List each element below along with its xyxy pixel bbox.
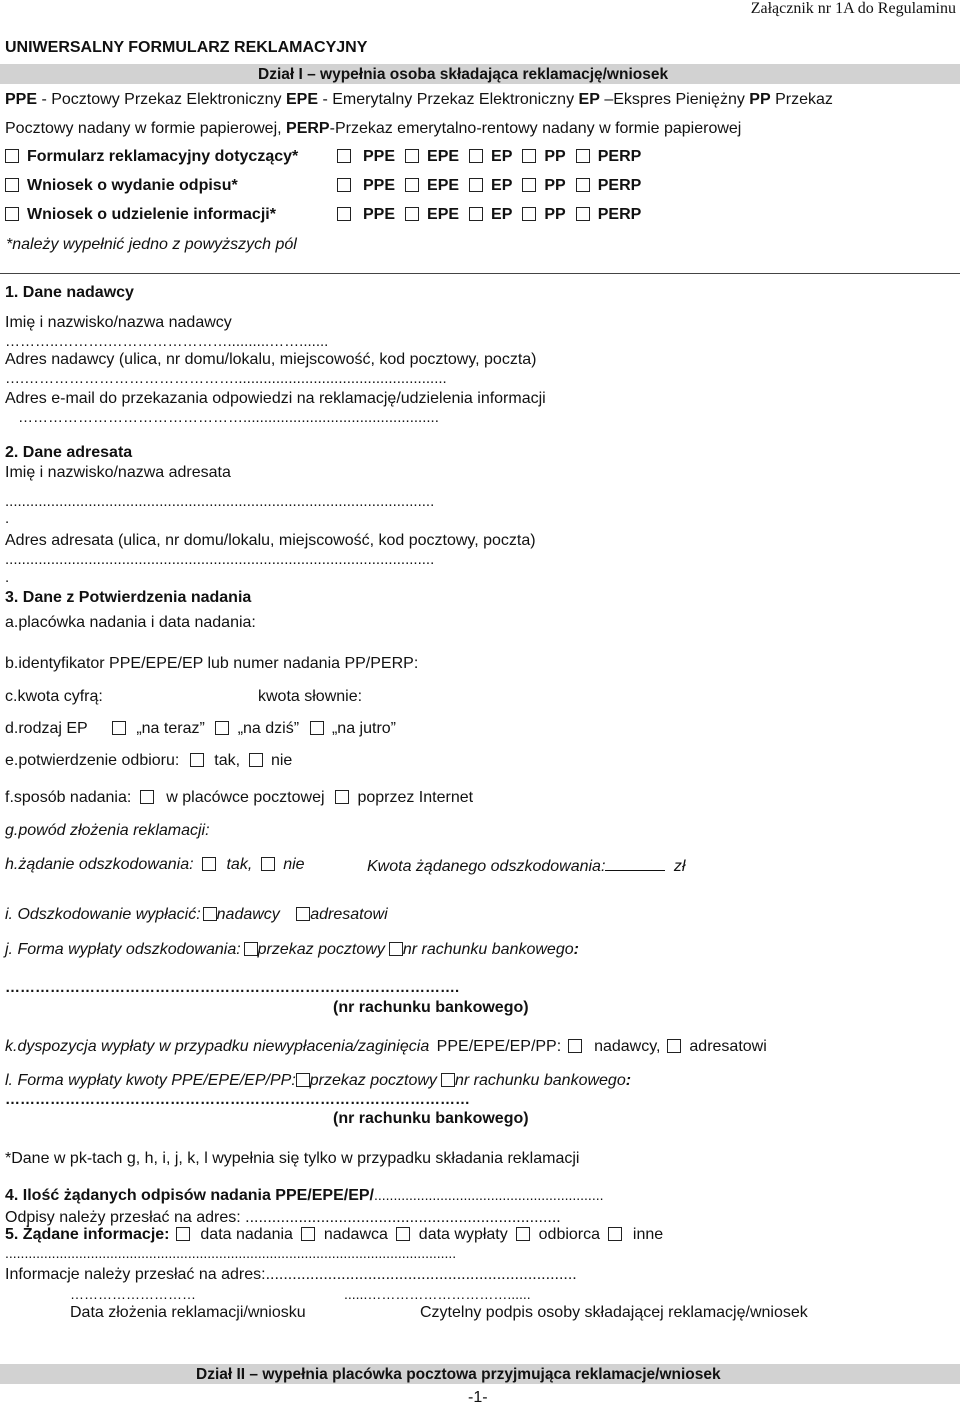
ep-desc: –Ekspres Pieniężny <box>599 91 750 108</box>
ep-today-checkbox[interactable] <box>215 721 229 735</box>
amount-postal-label: przekaz pocztowy <box>309 1072 437 1089</box>
bank-account-caption: (nr rachunku bankowego) <box>333 999 529 1016</box>
epe-desc: - Emerytalny Przekaz Elektroniczny <box>318 91 579 108</box>
disposition-label: k.dyspozycja wypłaty w przypadku niewypłacenia/zaginięcia <box>5 1038 430 1055</box>
posting-method-label: f.sposób nadania: <box>5 789 132 806</box>
copy-request-epe-checkbox[interactable] <box>405 178 419 192</box>
info-request-ep-checkbox[interactable] <box>469 207 483 221</box>
info-request-perp-checkbox[interactable] <box>576 207 590 221</box>
payout-postal-label: przekaz pocztowy <box>257 941 385 958</box>
payout-form-label: j. Forma wypłaty odszkodowania: <box>5 941 241 958</box>
page-number: -1- <box>468 1389 488 1406</box>
compensation-label: h.żądanie odszkodowania: <box>5 856 194 873</box>
amount-bank-checkbox[interactable] <box>441 1073 455 1087</box>
posting-office-checkbox[interactable] <box>140 790 154 804</box>
ep-type-label: d.rodzaj EP <box>5 720 88 737</box>
epe-abbr: EPE <box>285 91 318 108</box>
request-copy-request-checkbox[interactable] <box>5 178 19 192</box>
copy-request-ppe-label: PPE <box>363 177 396 194</box>
payout-postal-checkbox[interactable] <box>244 942 258 956</box>
complaint-pp-label: PP <box>544 148 566 165</box>
ep-tomorrow-label: „na jutro” <box>331 720 396 737</box>
info-recipient-label: odbiorca <box>538 1226 601 1243</box>
complaint-ppe-label: PPE <box>363 148 396 165</box>
sender-email-field[interactable]: ………………………………………............................................... <box>18 409 439 426</box>
ppe-desc: - Pocztowy Przekaz Elektroniczny <box>37 91 286 108</box>
request-row-copy-request <box>5 177 238 195</box>
amount-bank-label: nr rachunku bankowego <box>454 1072 626 1089</box>
confirmation-heading: 3. Dane z Potwierdzenia nadania <box>5 589 252 606</box>
complaint-pp-checkbox[interactable] <box>522 149 536 163</box>
sender-address-field[interactable]: ….……………………………………................................................... <box>5 370 447 387</box>
payout-bank-checkbox[interactable] <box>389 942 403 956</box>
perp-desc: -Przekaz emerytalno-rentowy nadany w formie papierowej <box>329 120 742 137</box>
signature-label: Czytelny podpis osoby składającej reklamację/wniosek <box>420 1304 808 1321</box>
compensation-row <box>5 856 305 874</box>
request-row-complaint <box>5 148 298 166</box>
pp-abbr: PP <box>749 91 771 108</box>
divider <box>0 273 960 274</box>
disposition-addressee-checkbox[interactable] <box>667 1039 681 1053</box>
sender-email-label: Adres e-mail do przekazania odpowiedzi na reklamację/udzielenia informacji <box>5 390 546 407</box>
ep-now-label: „na teraz” <box>136 720 205 737</box>
recipient-address-label: Adres adresata (ulica, nr domu/lokalu, miejscowość, kod pocztowy, poczta) <box>5 532 536 549</box>
requested-info-field[interactable]: .................................................................................................................... <box>5 1245 457 1261</box>
pp-desc: Przekaz <box>770 91 833 108</box>
intro-line-2 <box>5 120 741 138</box>
info-request-perp-label: PERP <box>597 206 642 223</box>
bank-account-field[interactable]: ………………………………………………………………………………. <box>5 979 460 996</box>
payout-form-row <box>5 941 579 959</box>
compensation-no-label: nie <box>283 856 305 873</box>
info-other-label: inne <box>632 1226 664 1243</box>
copy-request-perp-label: PERP <box>597 177 642 194</box>
info-request-ppe-checkbox[interactable] <box>337 207 351 221</box>
info-payout-date-checkbox[interactable] <box>396 1227 410 1241</box>
request-complaint-label: Formularz reklamacyjny dotyczący* <box>27 148 299 165</box>
info-payout-date-label: data wypłaty <box>418 1226 508 1243</box>
complaint-epe-checkbox[interactable] <box>405 149 419 163</box>
service-options-info-request <box>337 206 651 224</box>
complaint-ep-label: EP <box>491 148 513 165</box>
info-request-pp-label: PP <box>544 206 566 223</box>
section2-header: Dział II – wypełnia placówka pocztowa przyjmująca reklamacje/wniosek <box>196 1366 721 1383</box>
info-request-pp-checkbox[interactable] <box>522 207 536 221</box>
section1-header: Dział I – wypełnia osoba składająca reklamację/wniosek <box>258 66 669 83</box>
payout-recipient-row <box>5 906 388 924</box>
recipient-address-dot: . <box>5 569 10 586</box>
copy-request-ep-label: EP <box>491 177 513 194</box>
receipt-no-checkbox[interactable] <box>249 753 263 767</box>
info-request-epe-checkbox[interactable] <box>405 207 419 221</box>
posting-internet-option: poprzez Internet <box>357 789 474 806</box>
copies-send-to[interactable]: Odpisy należy przesłać na adres: ....................................................................... <box>5 1209 561 1226</box>
ep-type-row <box>5 720 396 738</box>
info-sender-label: nadawca <box>323 1226 388 1243</box>
copy-request-perp-checkbox[interactable] <box>576 178 590 192</box>
intro-line2-start: Pocztowy nadany w formie papierowej, <box>5 120 287 137</box>
intro-line-1 <box>5 91 833 109</box>
compensation-yes-checkbox[interactable] <box>202 857 216 871</box>
copies-count-field[interactable]: ........................................................... <box>374 1187 604 1203</box>
complaint-perp-label: PERP <box>597 148 642 165</box>
colon: : <box>573 941 579 958</box>
copy-request-pp-checkbox[interactable] <box>522 178 536 192</box>
info-sender-checkbox[interactable] <box>301 1227 315 1241</box>
compensation-yes-label: tak, <box>226 856 253 873</box>
bank-account-field-2[interactable]: ………………………………………………………………………………… <box>5 1091 470 1108</box>
perp-abbr: PERP <box>286 120 330 137</box>
receipt-yes-label: tak, <box>214 752 241 769</box>
payout-addressee-label: adresatowi <box>310 906 388 923</box>
posting-method-row <box>5 789 473 807</box>
footnote: *Dane w pk-tach g, h, i, j, k, l wypełnia się tylko w przypadku składania reklamacji <box>5 1150 580 1167</box>
compensation-amount-row <box>367 856 685 876</box>
currency-label: zł <box>673 858 686 875</box>
posting-office-option: w placówce pocztowej <box>166 789 325 806</box>
date-field[interactable]: ……………………… <box>70 1286 196 1302</box>
receipt-label: e.potwierdzenie odbioru: <box>5 752 180 769</box>
disposition-sender-checkbox[interactable] <box>568 1039 582 1053</box>
recipient-name-label: Imię i nazwisko/nazwa adresata <box>5 464 231 481</box>
amount-payout-form-row <box>5 1072 631 1090</box>
sender-address-label: Adres nadawcy (ulica, nr domu/lokalu, miejscowość, kod pocztowy, poczta) <box>5 351 537 368</box>
complaint-ppe-checkbox[interactable] <box>337 149 351 163</box>
service-options-copy-request <box>337 177 651 195</box>
receipt-row <box>5 752 292 770</box>
payout-sender-label: nadawcy <box>216 906 280 923</box>
service-options-complaint <box>337 148 651 166</box>
request-complaint-checkbox[interactable] <box>5 149 19 163</box>
identifier-label: b.identyfikator PPE/EPE/EP lub numer nadania PP/PERP: <box>5 655 419 672</box>
request-copy-request-label: Wniosek o wydanie odpisu* <box>27 177 238 194</box>
receipt-no-label: nie <box>270 752 293 769</box>
compensation-no-checkbox[interactable] <box>261 857 275 871</box>
payout-recipient-label: i. Odszkodowanie wypłacić: <box>5 906 201 923</box>
copies-row <box>5 1187 604 1205</box>
posting-office-label: a.placówka nadania i data nadania: <box>5 614 256 631</box>
signature-field[interactable]: ......…………………………...... <box>344 1286 531 1302</box>
copy-request-pp-label: PP <box>544 177 566 194</box>
colon-2: : <box>625 1072 632 1089</box>
bank-account-caption-2: (nr rachunku bankowego) <box>333 1110 529 1127</box>
info-posting-date-label: data nadania <box>200 1226 293 1243</box>
recipient-name-dot: . <box>5 510 10 527</box>
sender-name-field[interactable]: ………..……….……………………..........……....... <box>5 333 329 350</box>
copy-request-epe-label: EPE <box>427 177 460 194</box>
info-request-epe-label: EPE <box>427 206 460 223</box>
request-info-request-label: Wniosek o udzielenie informacji* <box>27 206 276 223</box>
info-send-to[interactable]: Informacje należy przesłać na adres:...................................................................... <box>5 1266 577 1283</box>
complaint-epe-label: EPE <box>427 148 460 165</box>
ep-tomorrow-checkbox[interactable] <box>310 721 324 735</box>
copy-request-ppe-checkbox[interactable] <box>337 178 351 192</box>
sender-heading: 1. Dane nadawcy <box>5 284 134 301</box>
recipient-address-field[interactable]: ....................................................................................................... <box>5 551 435 568</box>
requested-info-label: 5. Żądane informacje: <box>5 1226 170 1243</box>
info-recipient-checkbox[interactable] <box>516 1227 530 1241</box>
complaint-ep-checkbox[interactable] <box>469 149 483 163</box>
payout-sender-checkbox[interactable] <box>203 907 217 921</box>
copy-request-ep-checkbox[interactable] <box>469 178 483 192</box>
disposition-addressee-label: adresatowi <box>689 1038 767 1055</box>
disposition-services: PPE/EPE/EP/PP: <box>436 1038 562 1055</box>
complaint-perp-checkbox[interactable] <box>576 149 590 163</box>
compensation-amount-field[interactable] <box>605 856 665 871</box>
amount-postal-checkbox[interactable] <box>296 1073 310 1087</box>
request-info-request-checkbox[interactable] <box>5 207 19 221</box>
info-request-ppe-label: PPE <box>363 206 396 223</box>
form-title: UNIWERSALNY FORMULARZ REKLAMACYJNY <box>5 39 368 56</box>
ep-abbr: EP <box>578 91 600 108</box>
payout-addressee-checkbox[interactable] <box>296 907 310 921</box>
compensation-amount-label: Kwota żądanego odszkodowania: <box>367 858 606 875</box>
amount-words-label: kwota słownie: <box>258 688 363 705</box>
receipt-yes-checkbox[interactable] <box>190 753 204 767</box>
disposition-row <box>5 1038 767 1056</box>
ppe-abbr: PPE <box>5 91 38 108</box>
amount-digits-label: c.kwota cyfrą: <box>5 688 103 705</box>
recipient-heading: 2. Dane adresata <box>5 444 133 461</box>
requested-info-row <box>5 1226 663 1244</box>
amount-payout-form-label: l. Forma wypłaty kwoty PPE/EPE/EP/PP: <box>5 1072 296 1089</box>
info-posting-date-checkbox[interactable] <box>176 1227 190 1241</box>
info-other-checkbox[interactable] <box>608 1227 622 1241</box>
payout-bank-label: nr rachunku bankowego <box>402 941 574 958</box>
annex-label: Załącznik nr 1A do Regulaminu <box>750 0 956 17</box>
disposition-sender-label: nadawcy, <box>594 1038 661 1055</box>
request-row-info-request <box>5 206 276 224</box>
sender-name-label: Imię i nazwisko/nazwa nadawcy <box>5 314 232 331</box>
posting-internet-checkbox[interactable] <box>335 790 349 804</box>
info-request-ep-label: EP <box>491 206 513 223</box>
recipient-name-field[interactable]: ....................................................................................................... <box>5 493 435 510</box>
ep-now-checkbox[interactable] <box>112 721 126 735</box>
date-label: Data złożenia reklamacji/wniosku <box>70 1304 306 1321</box>
complaint-reason-label: g.powód złożenia reklamacji: <box>5 822 210 839</box>
copies-heading: 4. Ilość żądanych odpisów nadania PPE/EPE/EP/ <box>5 1187 374 1204</box>
required-note: *należy wypełnić jedno z powyższych pól <box>6 236 297 253</box>
ep-today-label: „na dziś” <box>237 720 300 737</box>
